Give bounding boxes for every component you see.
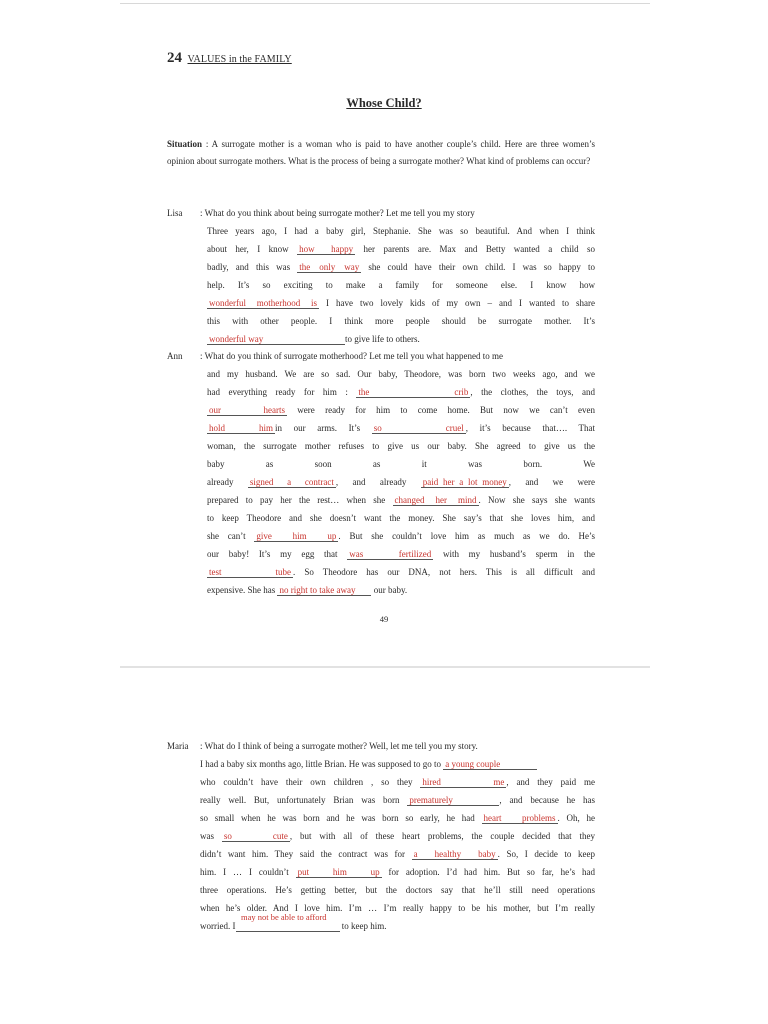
ann-line-14 [207,585,595,602]
ann-line-12 [207,549,595,566]
text: our baby! It’s my egg that [207,549,338,559]
maria-line-1: : What do I think of being a surrogate mother? Well, let me tell you my story. [200,741,478,751]
maria-line-9: three operations. He’s getting better, but the doctors say that he’ll still need operations [200,885,595,895]
answer-blank: a healthy baby [413,849,496,859]
speaker-lisa: Lisa [167,208,183,218]
text: her parents are. Max and Betty wanted a child so [363,244,596,254]
text: already [207,477,234,487]
text: in our arms. It’s [275,423,361,433]
lisa-line-6 [207,298,595,315]
maria-line-10: when he’s older. And I love him. I’m … I’m really happy to be his mother, but I’m really [200,903,595,913]
ann-line-4 [207,405,595,422]
maria-line-5 [200,813,595,830]
maria-line-4 [200,795,595,812]
text: had everything ready for him : [207,387,348,397]
answer-blank: hold him [209,423,273,433]
text: , and because he has [499,795,596,805]
text: , but with all of these heart problems, the couple decided that they [289,831,595,841]
text: , it’s because that…. That [465,423,596,433]
text: she could have their own child. I was so happy to [368,262,596,272]
text: our baby. [373,585,408,595]
answer-blank: was fertilized [349,549,432,559]
maria-line-6 [200,831,595,848]
ann-line-1: : What do you think of surrogate motherhood? Let me tell you what happened to me [200,351,504,361]
speaker-maria: Maria [167,741,189,751]
answer-blank: so cute [223,831,288,841]
answer-blank: our hearts [209,405,285,415]
ann-line-2: and my husband. We are so sad. Our baby, Theodore, was born two weeks ago, and we [207,369,595,379]
ann-line-8 [207,477,595,494]
text: I have two lovely kids of my own – and I wanted to share [326,298,596,308]
page-number: 24 [167,50,182,66]
text: . So Theodore has our DNA, not hers. This is all difficult and [293,567,595,577]
answer-blank: paid her a lot money [422,477,507,487]
lisa-line-3 [207,244,595,261]
page-header [167,50,292,67]
answer-blank: give him up [256,531,337,541]
answer-blank: test tube [209,567,291,577]
ann-line-7: baby as soon as it was born. We [207,459,595,469]
answer-blank: wonderful way [207,335,345,345]
lisa-line-5: help. It’s so exciting to make a family for someone else. I know how [207,280,595,290]
text: badly, and this was [207,262,291,272]
answer-blank: prematurely [407,796,499,806]
text: she can’t [207,531,246,541]
ann-line-10: to keep Theodore and she doesn’t want the money. She say’s that she loves him, and [207,513,595,523]
ann-line-9 [207,495,595,512]
page-divider [120,666,650,668]
handwritten-answer: may not be able to afford [241,912,327,922]
text: with my husband’s sperm in the [442,549,596,559]
text: about her, I know [207,244,289,254]
text: so small when he was born and he was born so early, he had [200,813,475,823]
page-title: Whose Child? [346,96,422,110]
speaker-ann: Ann [167,351,183,361]
answer-blank-line [236,922,340,932]
lisa-line-8 [207,334,595,351]
text: him. I … I couldn’t [200,867,289,877]
text: , and we were [508,477,596,487]
text: for adoption. I’d had him. But so far, he’s had [388,867,596,877]
answer-blank: the only way [299,262,360,272]
text: . So, I decide to keep [497,849,596,859]
ann-line-6: woman, the surrogate mother refuses to give us our baby. She agreed to give us the [207,441,595,451]
text: , and already [335,477,407,487]
text: didn’t want him. They said the contract was for [200,849,406,859]
maria-line-2 [200,759,588,776]
maria-line-8 [200,867,595,884]
answer-blank: a young couple [443,760,537,770]
text: expensive. She has [207,585,276,595]
book-title: VALUES in the FAMILY [187,54,292,65]
ann-line-5 [207,423,595,440]
answer-blank: signed a contract [249,477,334,487]
text: to keep him. [341,921,387,931]
text: , and they paid me [506,777,596,787]
answer-blank: hired me [422,777,505,787]
ann-line-11 [207,531,595,548]
text: worried. I [200,921,236,931]
text: prepared to pay her the rest… when she [207,495,386,505]
text: really well. But, unfortunately Brian was born [200,795,400,805]
lisa-line-7: this with other people. I think more people should be surrogate mother. It’s [207,316,595,326]
situation-text: : A surrogate mother is a woman who is paid to have another couple’s child. Here are three women’s opinion about surrogate mothers. What is the process of being a surrogate mother? What kind of problems can occur? [167,139,595,167]
lisa-line-1: : What do you think about being surrogate mother? Let me tell you my story [200,208,475,218]
lisa-line-2: Three years ago, I had a baby girl, Stephanie. She was so beautiful. And when I think [207,226,595,236]
text: I had a baby six months ago, little Brian. He was supposed to go to [200,759,441,769]
text: who couldn’t have their own children , so they [200,777,413,787]
text: , the clothes, the toys, and [470,387,595,397]
answer-blank: put him up [297,867,380,877]
lisa-line-4 [207,262,595,279]
text: were ready for him to come home. But now we can’t even [297,405,596,415]
answer-blank: the crib [358,387,469,397]
text: . But she couldn’t love him as much as we do. He’s [338,531,595,541]
answer-blank: how happy [299,244,354,254]
text: . Now she says she wants [478,495,596,505]
ann-line-3 [207,387,595,404]
answer-blank: heart problems [483,813,556,823]
maria-line-11 [200,921,588,938]
maria-line-7 [200,849,595,866]
page-footer-number: 49 [379,614,389,624]
answer-blank: no right to take away [277,586,371,596]
answer-blank: changed her mind [394,495,477,505]
maria-line-3 [200,777,595,794]
text: . Oh, he [557,813,595,823]
ann-line-13 [207,567,595,584]
text: to give life to others. [345,334,420,344]
answer-blank: so cruel [373,423,464,433]
text: was [200,831,214,841]
situation-paragraph [167,136,595,171]
answer-blank: wonderful motherhood is [209,298,317,308]
situation-label: Situation [167,139,203,149]
top-rule [120,3,650,4]
